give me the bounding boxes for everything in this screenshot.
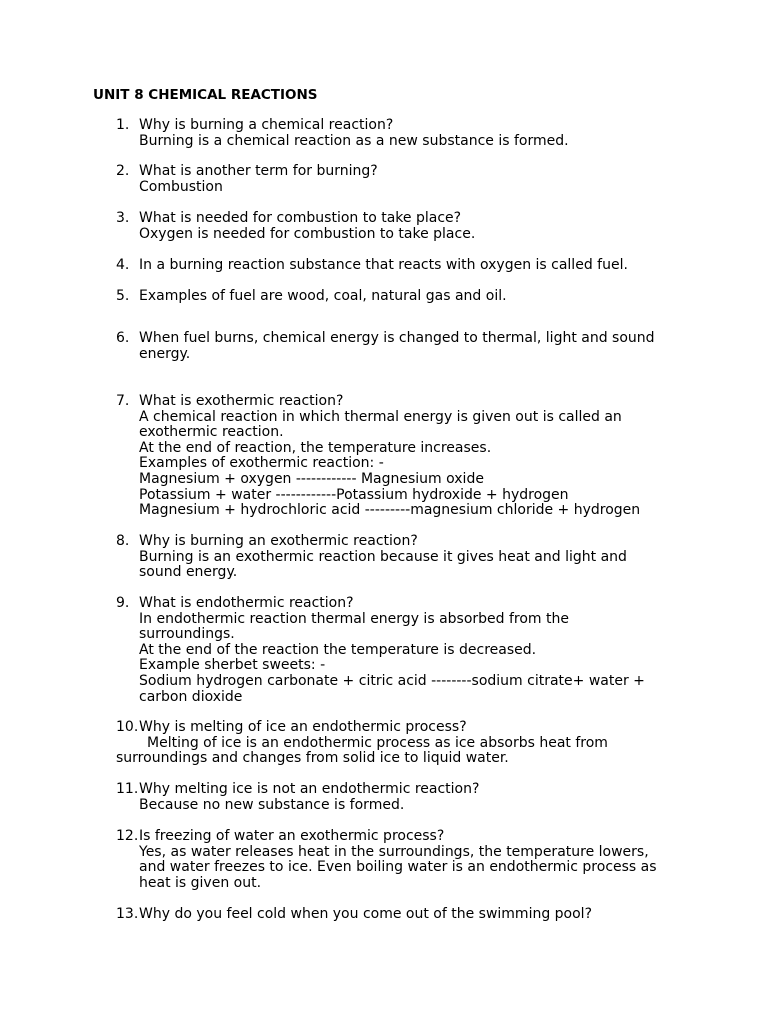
statement-text: energy.	[139, 345, 191, 362]
question-text: Why melting ice is not an endothermic reaction?	[139, 781, 480, 797]
question-text: Why is burning a chemical reaction?	[139, 117, 394, 133]
question-text: What is exothermic reaction?	[139, 393, 344, 409]
answer-text: surroundings.	[139, 626, 235, 643]
equation-text: Magnesium + oxygen ------------ Magnesium oxide	[139, 470, 484, 487]
answer-text: At the end of the reaction the temperature is decreased.	[139, 641, 537, 658]
question-text: Is freezing of water an exothermic process?	[139, 828, 445, 844]
question-text: What is needed for combustion to take place?	[139, 210, 462, 226]
answer-text: Burning is an exothermic reaction because it gives heat and light and	[139, 548, 627, 565]
equation-text: Magnesium + hydrochloric acid ---------magnesium chloride + hydrogen	[139, 502, 641, 519]
question-text: Why is melting of ice an endothermic process?	[139, 719, 467, 735]
statement-text: When fuel burns, chemical energy is changed to thermal, light and sound	[139, 330, 655, 346]
item-number: 1.	[116, 117, 130, 133]
document-title: UNIT 8 CHEMICAL REACTIONS	[93, 87, 318, 103]
item-number: 8.	[116, 533, 130, 549]
answer-text: Melting of ice is an endothermic process as ice absorbs heat from	[147, 734, 608, 751]
item-number: 6.	[116, 330, 130, 346]
answer-text: Burning is a chemical reaction as a new substance is formed.	[139, 132, 569, 149]
statement-text: Examples of fuel are wood, coal, natural gas and oil.	[139, 288, 507, 304]
answer-text: and water freezes to ice. Even boiling water is an endothermic process as	[139, 859, 657, 876]
answer-text: At the end of reaction, the temperature increases.	[139, 439, 492, 456]
question-text: What is another term for burning?	[139, 163, 378, 179]
answer-text: Combustion	[139, 178, 223, 195]
item-number: 3.	[116, 210, 130, 226]
equation-text: Sodium hydrogen carbonate + citric acid --------sodium citrate+ water +	[139, 672, 645, 689]
answer-text: surroundings and changes from solid ice to liquid water.	[116, 750, 509, 767]
answer-text: Example sherbet sweets: -	[139, 657, 326, 674]
question-text: Why is burning an exothermic reaction?	[139, 533, 418, 549]
answer-text: sound energy.	[139, 564, 238, 581]
item-number: 12.	[116, 828, 139, 844]
answer-text: Examples of exothermic reaction: -	[139, 455, 384, 472]
item-number: 4.	[116, 257, 130, 273]
item-number: 2.	[116, 163, 130, 179]
question-text: Why do you feel cold when you come out of the swimming pool?	[139, 906, 593, 922]
item-number: 11.	[116, 781, 139, 797]
item-number: 7.	[116, 393, 130, 409]
answer-text: heat is given out.	[139, 874, 262, 891]
item-number: 13.	[116, 906, 139, 922]
statement-text: In a burning reaction substance that reacts with oxygen is called fuel.	[139, 257, 628, 273]
question-text: What is endothermic reaction?	[139, 595, 354, 611]
answer-text: In endothermic reaction thermal energy is absorbed from the	[139, 610, 569, 627]
answer-text: exothermic reaction.	[139, 424, 284, 441]
item-number: 10.	[116, 719, 139, 735]
answer-text: Because no new substance is formed.	[139, 796, 405, 813]
answer-text: Oxygen is needed for combustion to take place.	[139, 225, 476, 242]
equation-text: carbon dioxide	[139, 688, 243, 705]
answer-text: A chemical reaction in which thermal energy is given out is called an	[139, 408, 622, 425]
answer-text: Yes, as water releases heat in the surroundings, the temperature lowers,	[139, 843, 649, 860]
item-number: 9.	[116, 595, 130, 611]
item-number: 5.	[116, 288, 130, 304]
equation-text: Potassium + water ------------Potassium hydroxide + hydrogen	[139, 486, 569, 503]
